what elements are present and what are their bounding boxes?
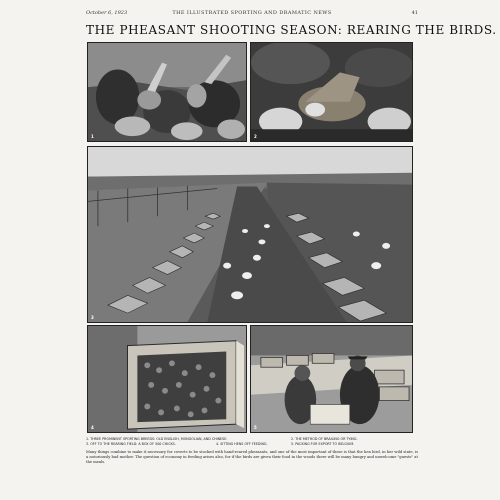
article-headline: THE PHEASANT SHOOTING SEASON: REARING THE BIRDS. bbox=[86, 23, 497, 37]
issue-date: October 6, 1923 bbox=[86, 10, 128, 16]
photo-brailing-image bbox=[251, 43, 412, 141]
photo-number: 1 bbox=[91, 134, 94, 139]
article-body: Many things combine to make it necessary for coverts to be stocked with hand-reared pheasants, and one of the most important of these is that the hen bird, in her wild state, is a notoriously bad mother. The question of economy in feeding arises also, for if the birds are given their food in the woods there will be many hungry and unwelcome "guests" at the meals. bbox=[86, 450, 418, 464]
photo-box-of-chicks-image bbox=[88, 326, 246, 432]
photo-brailing bbox=[250, 42, 413, 142]
photo-number: 5 bbox=[254, 425, 257, 430]
caption-3: 3. OFF TO THE REARING FIELD: A BOX OF 500 CHICKS. bbox=[86, 442, 176, 446]
caption-1: 1. THREE PROMINENT SPORTING BREEDS: OLD ENGLISH, MONGOLIAN, AND CHINESE. bbox=[86, 437, 228, 441]
photo-number: 4 bbox=[91, 425, 94, 430]
photo-box-of-chicks bbox=[87, 325, 247, 433]
photo-pheasant-breeds bbox=[87, 42, 247, 142]
photo-packing-for-export bbox=[250, 325, 413, 433]
caption-2: 2. THE METHOD OF BRAILING OR TYING. bbox=[291, 437, 358, 441]
photo-number: 3 bbox=[91, 315, 94, 320]
running-head bbox=[86, 10, 418, 20]
photo-number: 2 bbox=[254, 134, 257, 139]
photo-pheasant-breeds-image bbox=[88, 43, 246, 141]
page-number: 41 bbox=[411, 10, 418, 16]
caption-4: 4. SITTING HENS OFF FEEDING. bbox=[216, 442, 268, 446]
publication-title: THE ILLUSTRATED SPORTING AND DRAMATIC NEWS bbox=[172, 10, 332, 16]
photo-rearing-field-image bbox=[88, 147, 412, 322]
photo-packing-for-export-image bbox=[251, 326, 412, 432]
photo-rearing-field bbox=[87, 146, 413, 323]
caption-5: 5. PACKING FOR EXPORT TO BELGIUM. bbox=[291, 442, 355, 446]
